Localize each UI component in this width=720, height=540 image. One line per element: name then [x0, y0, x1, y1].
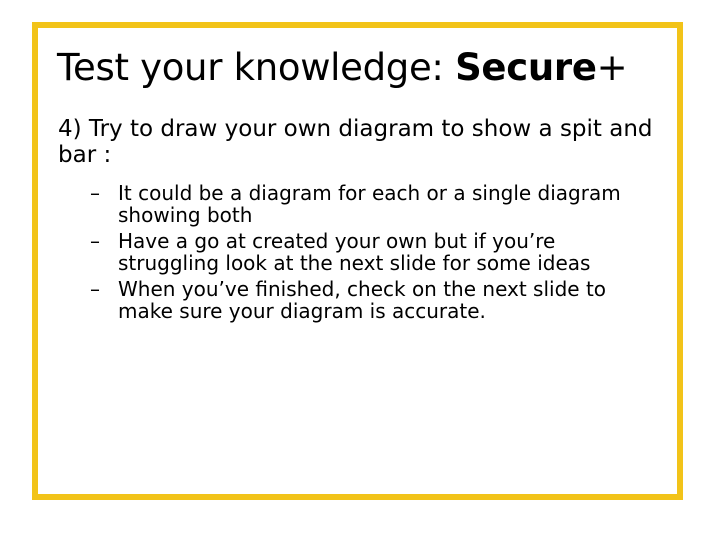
instruction-text: When you’ve finished, check on the next slide to make sure your diagram is accurate. [118, 277, 607, 323]
bullet-dash: – [90, 277, 100, 301]
instruction-list [90, 182, 660, 326]
instruction-text: Have a go at created your own but if you’re struggling look at the next slide for some ideas [118, 229, 591, 275]
slide-title-suffix: + [596, 46, 628, 89]
instruction-item [90, 278, 660, 322]
bullet-dash: – [90, 229, 100, 253]
instruction-item [90, 230, 660, 274]
instruction-item [90, 182, 660, 226]
slide-title-emphasis: Secure [455, 46, 597, 89]
question-text: 4) Try to draw your own diagram to show a spit and bar : [58, 116, 653, 168]
slide-title-prefix: Test your knowledge: [57, 46, 456, 89]
slide-title [57, 46, 627, 90]
instruction-text: It could be a diagram for each or a single diagram showing both [118, 181, 621, 227]
bullet-dash: – [90, 181, 100, 205]
